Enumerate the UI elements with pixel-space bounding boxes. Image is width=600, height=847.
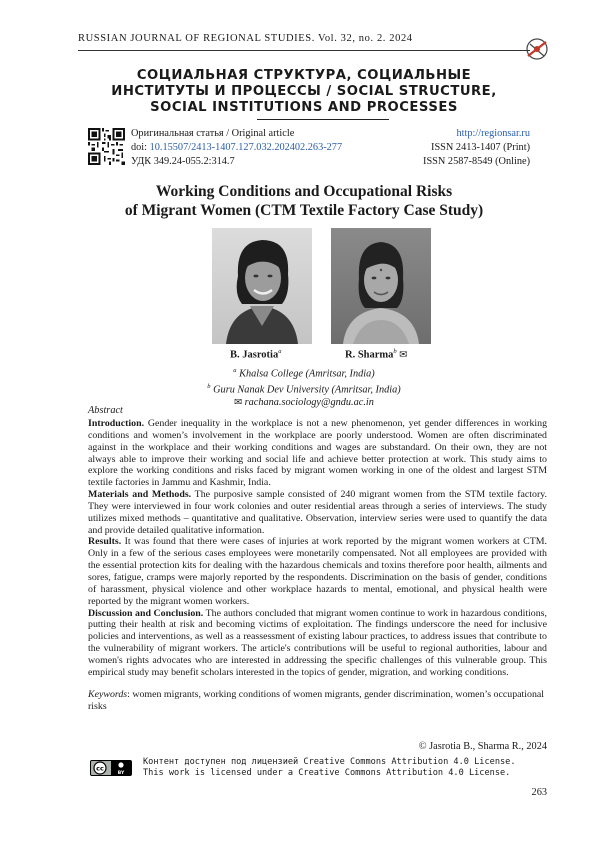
doi-link[interactable]: 10.15507/2413-1407.127.032.202402.263-277 (149, 142, 343, 153)
running-head: RUSSIAN JOURNAL OF REGIONAL STUDIES. Vol. 32, no. 2. 2024 (78, 33, 413, 44)
author-photo-jasrotia (212, 228, 312, 344)
abstract-results (88, 536, 547, 607)
email-link[interactable]: rachana.sociology@gndu.ac.in (244, 396, 374, 408)
doi-label: doi: (131, 142, 148, 153)
keywords-text: : women migrants, working conditions of women migrants, gender discrimination, women’s occupational risks (88, 689, 545, 712)
affiliation-text: Guru Nanak Dev University (Amritsar, India) (213, 384, 401, 396)
abstract-methods (88, 489, 547, 536)
section-divider (257, 119, 389, 120)
abstract-section-text: The purposive sample consisted of 240 migrant women from the STM textile factory. They were interviewed in four work colonies and outer residential areas through a series of interviews. The study utilizes mixed methods – quantitative and qualitative. Observation, interview series were used to quantify the data and provide detailed qualitative information. (88, 489, 547, 536)
affiliations (78, 365, 530, 409)
envelope-icon: ✉ (234, 396, 243, 408)
abstract-section-text: The authors concluded that migrant women continue to work in hazardous conditions, putting their health at risk and becoming victims of exploitation. The findings underscore the need for inclusive policies and interventions, as well as a reassessment of existing labour practices, to address issues that contribute to the vulnerability of migrant workers. The article's contributions will be useful to regional authorities, labour and women's rights advocates who are interested in addressing the specific challenges of this vulnerable group. This empirical study may benefit scholars interested in the topics of gender, migration, and working conditions. (88, 607, 547, 678)
abstract-body (88, 418, 547, 679)
abstract-heading: Abstract (88, 405, 123, 416)
keywords-label: Keywords (88, 689, 128, 700)
abstract-section-text: It was found that there were cases of injuries at work reported by the migrant women workers at CTM. Only in a few of the serious cases employees were monetarily compensated. Not all employees are provided with the essential protection kits for dealing with the hazardous chemicals and toxins therefore poor health, ailments and sores, fatigue, cramps were majorly reported by the respondents. Discrimination on the basis of gender, conditions of harassment, physical violence and other workplace hazards to mental, emotional, and physical health were reported by the migrant women workers. (88, 536, 547, 607)
abstract-section-label: Introduction. (88, 418, 145, 429)
affiliation-a (78, 365, 530, 381)
envelope-icon[interactable]: ✉ (399, 349, 408, 361)
affiliation-text: Khalsa College (Amritsar, India) (239, 368, 375, 380)
abstract-section-label: Materials and Methods. (88, 489, 192, 501)
license-text-ru: Контент доступен под лицензией Creative Commons Attribution 4.0 License. (143, 757, 516, 767)
copyright: © Jasrotia B., Sharma R., 2024 (418, 741, 547, 752)
affiliation-b (78, 381, 530, 397)
section-title-line: SOCIAL INSTITUTIONS AND PROCESSES (150, 100, 458, 115)
author-jasrotia (230, 348, 281, 361)
paper-title-line: Working Conditions and Occupational Risks (155, 183, 453, 200)
abstract-section-label: Results. (88, 536, 122, 548)
udc: УДК 349.24-055.2:314.7 (131, 156, 235, 167)
website-link[interactable]: http://regionsar.ru (456, 128, 530, 139)
affiliation-marker: a (233, 367, 237, 374)
author-name: R. Sharma (345, 349, 394, 361)
header-divider (78, 50, 530, 51)
qr-code-icon (88, 128, 125, 165)
license-text-en: This work is licensed under a Creative Commons Attribution 4.0 License. (143, 768, 511, 778)
doi-line (131, 141, 342, 155)
section-title-line: ИНСТИТУТЫ И ПРОЦЕССЫ / SOCIAL STRUCTURE, (111, 84, 497, 99)
section-title-line: СОЦИАЛЬНАЯ СТРУКТУРА, СОЦИАЛЬНЫЕ (136, 68, 472, 83)
article-type: Оригинальная статья / Original article (131, 128, 295, 139)
paper-title (78, 182, 530, 220)
issn-print: ISSN 2413-1407 (Print) (431, 142, 530, 153)
cc-by-license-icon[interactable] (90, 760, 132, 776)
author-affiliation-marker: a (278, 348, 282, 355)
abstract-introduction (88, 418, 547, 489)
contact-email (78, 397, 530, 410)
keywords (88, 689, 547, 713)
author-affiliation-marker: b (393, 348, 397, 355)
issn-online: ISSN 2587-8549 (Online) (423, 156, 530, 167)
page-number: 263 (531, 787, 547, 798)
abstract-section-label: Discussion and Conclusion. (88, 607, 204, 619)
affiliation-marker: b (207, 382, 211, 390)
paper-title-line: of Migrant Women (CTM Textile Factory Case Study) (124, 202, 484, 219)
author-sharma (345, 348, 408, 361)
svg-text:cc: cc (96, 764, 104, 773)
author-name: B. Jasrotia (230, 349, 279, 361)
abstract-section-text: Gender inequality in the workplace is not a new phenomenon, yet gender differences in working conditions and women’s involvement in the workplace are poorly understood. Women are often discriminated against in the workplace and their working conditions and wages are substandard. On their own, they are not always able to improve their working and social life and achieve better protection at work. This study aims to explore the working conditions and risks faced by migrant women working in one of the oldest and largest STM textile factories in Jammu and Kashmir, India. (88, 418, 548, 489)
abstract-discussion (88, 608, 547, 679)
journal-meta (380, 127, 530, 169)
article-meta (131, 127, 342, 169)
section-title (78, 68, 530, 116)
license-text (143, 757, 516, 779)
svg-text:BY: BY (117, 770, 125, 776)
author-photo-sharma (331, 228, 431, 344)
journal-logo-icon (524, 36, 550, 62)
